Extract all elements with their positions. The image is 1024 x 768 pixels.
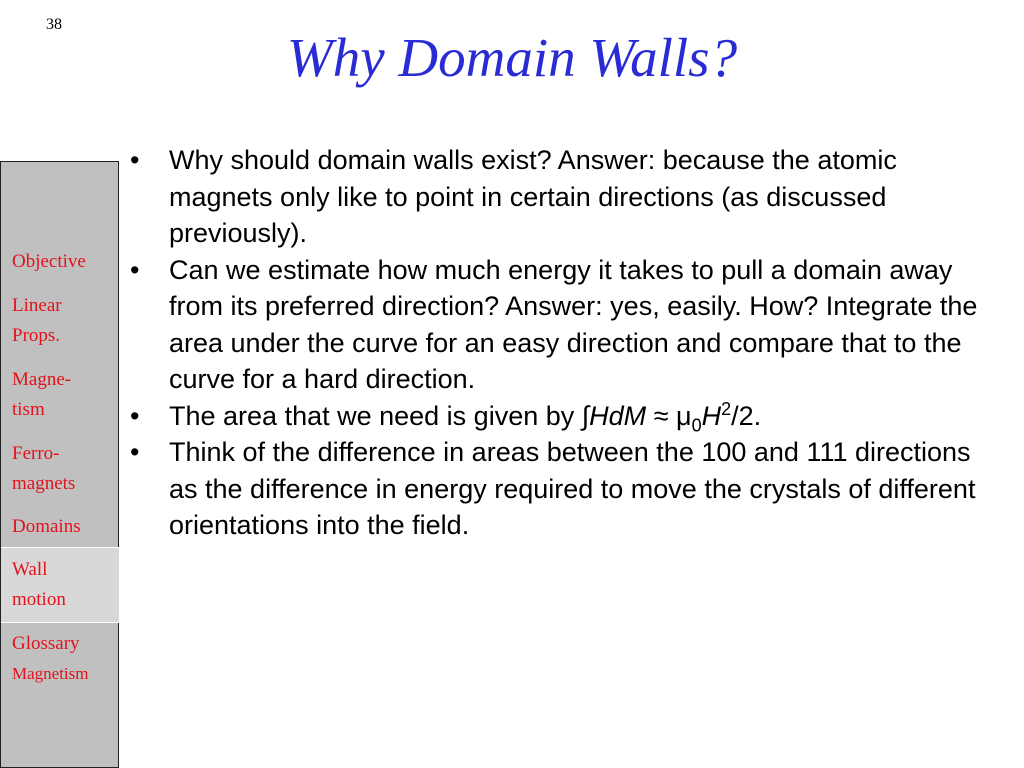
formula-superscript: 2 xyxy=(721,398,732,419)
sidebar-nav xyxy=(0,161,119,768)
sidebar-item-objective[interactable] xyxy=(1,247,119,277)
sidebar-item-label: Domains xyxy=(12,516,81,537)
sidebar-item-linear-props[interactable] xyxy=(1,291,119,351)
sidebar-item-label: Glossary xyxy=(12,633,80,654)
sidebar-item-glossary-magnetism[interactable] xyxy=(1,629,119,689)
bullet-marker: • xyxy=(130,400,140,431)
sidebar-item-magnetism[interactable] xyxy=(1,365,119,425)
formula-subscript: 0 xyxy=(691,414,702,435)
slide-title: Why Domain Walls? xyxy=(286,27,738,88)
bullet-text: Can we estimate how much energy it takes to pull a domain away from its preferred direction? Answer: yes, easily. How? Integrate the area under the curve for an easy direction and compare that to the curve for a hard direction. xyxy=(169,254,978,394)
integral-symbol: ∫ xyxy=(581,400,590,431)
sidebar-item-label: Wall xyxy=(12,559,48,580)
bullet-marker: • xyxy=(130,437,140,467)
formula-approx-mu: ≈ μ xyxy=(646,400,692,431)
sidebar-item-label: motion xyxy=(12,589,66,610)
sidebar-item-label: Magnetism xyxy=(12,664,89,683)
sidebar-item-label: magnets xyxy=(12,473,76,494)
formula-h: H xyxy=(701,400,722,431)
bullet-text: Why should domain walls exist? Answer: because the atomic magnets only like to point in certain directions (as discussed previously). xyxy=(169,145,897,248)
bullet-text: Think of the difference in areas between the 100 and 111 directions as the difference in energy required to move the crystals of different orientations into the field. xyxy=(169,437,976,540)
bullet-list xyxy=(128,142,988,544)
formula-suffix: /2. xyxy=(731,400,762,431)
sidebar-item-label: Magne- xyxy=(12,369,72,390)
bullet-text: The area that we need is given by xyxy=(169,400,582,431)
sidebar-item-wall-motion[interactable] xyxy=(1,547,119,623)
slide-number: 38 xyxy=(46,16,62,33)
sidebar-item-label: tism xyxy=(12,399,45,420)
sidebar-item-label: Objective xyxy=(12,251,86,272)
sidebar-item-label: Ferro- xyxy=(12,443,60,464)
formula-hdm: HdM xyxy=(589,400,647,431)
bullet-item xyxy=(128,398,988,435)
bullet-marker: • xyxy=(130,145,140,175)
bullet-item xyxy=(128,252,988,398)
bullet-marker: • xyxy=(130,254,140,285)
bullet-item xyxy=(128,434,988,544)
sidebar-item-domains[interactable] xyxy=(1,512,119,542)
sidebar-item-label: Props. xyxy=(12,325,61,346)
bullet-item xyxy=(128,142,988,252)
sidebar-item-label: Linear xyxy=(12,295,62,316)
sidebar-item-ferromagnets[interactable] xyxy=(1,439,119,499)
